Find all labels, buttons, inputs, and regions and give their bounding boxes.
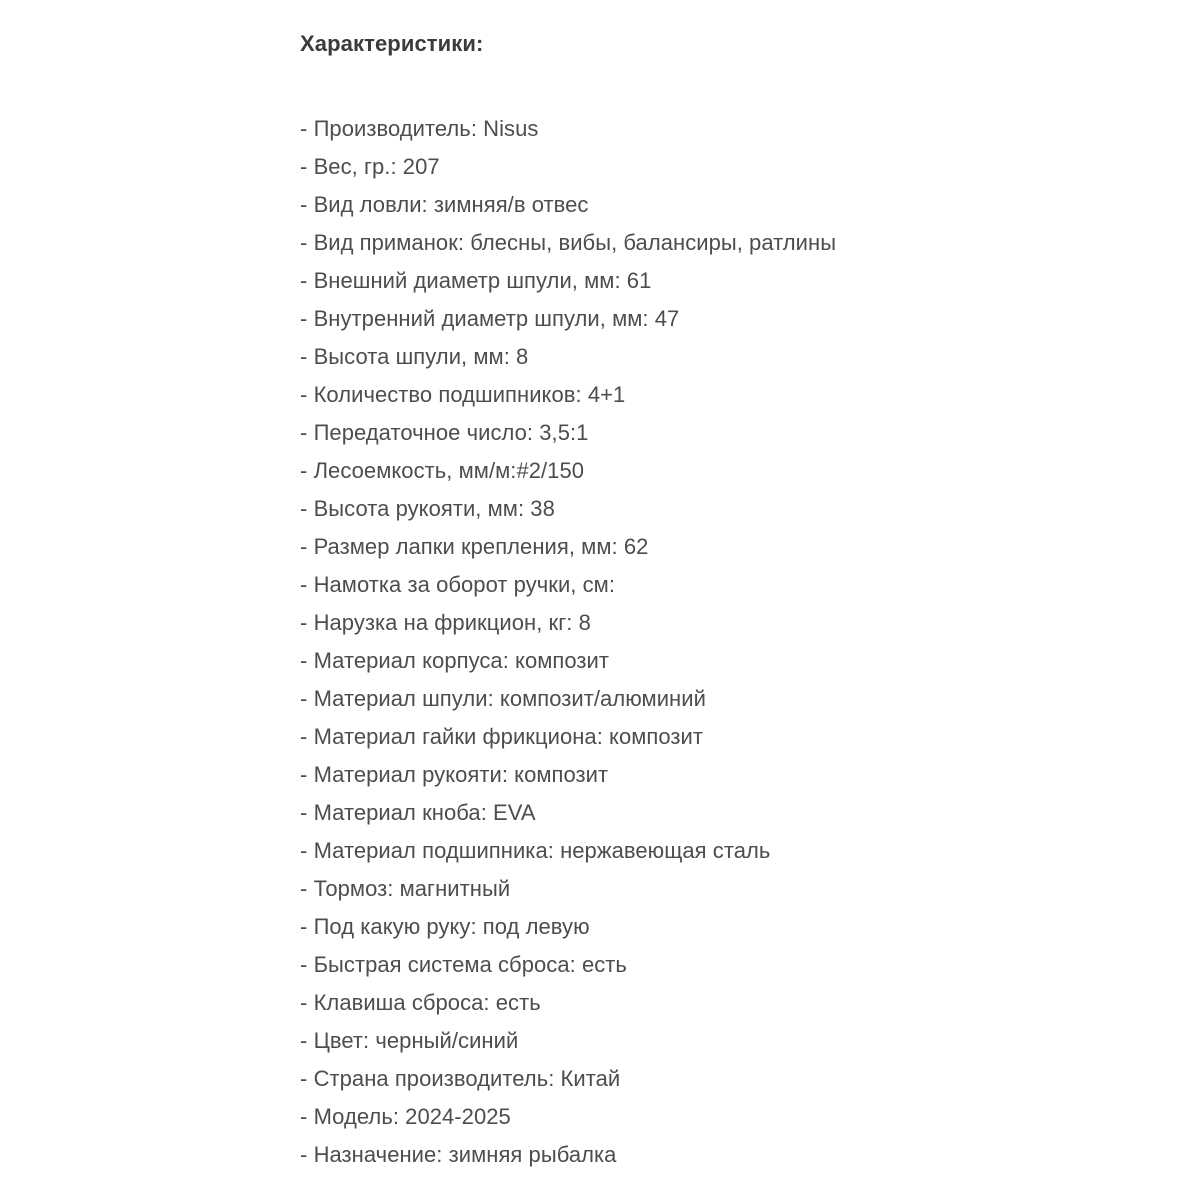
spec-row bbox=[300, 338, 1160, 376]
spec-row bbox=[300, 528, 1160, 566]
spec-row-text: Внешний диаметр шпули, мм: 61 bbox=[313, 268, 652, 293]
bullet-dash: - bbox=[300, 800, 308, 825]
spec-row-text: Цвет: черный/синий bbox=[313, 1028, 519, 1053]
bullet-dash: - bbox=[300, 1066, 308, 1091]
bullet-dash: - bbox=[300, 762, 308, 787]
bullet-dash: - bbox=[300, 496, 308, 521]
spec-row bbox=[300, 1060, 1160, 1098]
spec-row-text: Высота шпули, мм: 8 bbox=[313, 344, 529, 369]
spec-row bbox=[300, 984, 1160, 1022]
spec-row-text: Количество подшипников: 4+1 bbox=[313, 382, 626, 407]
spec-row-text: Внутренний диаметр шпули, мм: 47 bbox=[313, 306, 680, 331]
spec-row bbox=[300, 1022, 1160, 1060]
bullet-dash: - bbox=[300, 572, 308, 597]
bullet-dash: - bbox=[300, 534, 308, 559]
spec-row-text: Материал рукояти: композит bbox=[313, 762, 609, 787]
spec-row-text: Высота рукояти, мм: 38 bbox=[313, 496, 555, 521]
spec-row bbox=[300, 1098, 1160, 1136]
bullet-dash: - bbox=[300, 306, 308, 331]
spec-row bbox=[300, 756, 1160, 794]
specifications-list bbox=[300, 110, 1160, 1174]
bullet-dash: - bbox=[300, 116, 308, 141]
bullet-dash: - bbox=[300, 420, 308, 445]
spec-row-text: Нарузка на фрикцион, кг: 8 bbox=[313, 610, 591, 635]
bullet-dash: - bbox=[300, 724, 308, 749]
spec-row-text: Материал гайки фрикциона: композит bbox=[313, 724, 704, 749]
spec-row-text: Быстрая система сброса: есть bbox=[313, 952, 627, 977]
spec-row-text: Материал подшипника: нержавеющая сталь bbox=[313, 838, 771, 863]
bullet-dash: - bbox=[300, 648, 308, 673]
bullet-dash: - bbox=[300, 344, 308, 369]
spec-row-text: Материал шпули: композит/алюминий bbox=[313, 686, 706, 711]
spec-row bbox=[300, 718, 1160, 756]
spec-row-text: Клавиша сброса: есть bbox=[313, 990, 541, 1015]
bullet-dash: - bbox=[300, 876, 308, 901]
bullet-dash: - bbox=[300, 458, 308, 483]
spec-row bbox=[300, 566, 1160, 604]
bullet-dash: - bbox=[300, 838, 308, 863]
specifications-heading: Характеристики: bbox=[300, 31, 484, 56]
spec-row-text: Страна производитель: Китай bbox=[313, 1066, 621, 1091]
spec-row-text: Размер лапки крепления, мм: 62 bbox=[313, 534, 649, 559]
spec-row bbox=[300, 186, 1160, 224]
spec-row bbox=[300, 414, 1160, 452]
spec-row-text: Намотка за оборот ручки, см: bbox=[313, 572, 616, 597]
spec-row bbox=[300, 946, 1160, 984]
bullet-dash: - bbox=[300, 154, 308, 179]
spec-row bbox=[300, 262, 1160, 300]
spec-row-text: Лесоемкость, мм/м:#2/150 bbox=[313, 458, 585, 483]
spec-row bbox=[300, 794, 1160, 832]
spec-row bbox=[300, 832, 1160, 870]
bullet-dash: - bbox=[300, 686, 308, 711]
bullet-dash: - bbox=[300, 192, 308, 217]
spec-row bbox=[300, 148, 1160, 186]
spec-row-text: Материал корпуса: композит bbox=[313, 648, 610, 673]
spec-row-text: Тормоз: магнитный bbox=[313, 876, 511, 901]
bullet-dash: - bbox=[300, 1104, 308, 1129]
spec-row-text: Вид ловли: зимняя/в отвес bbox=[313, 192, 589, 217]
bullet-dash: - bbox=[300, 230, 308, 255]
bullet-dash: - bbox=[300, 610, 308, 635]
spec-row bbox=[300, 680, 1160, 718]
bullet-dash: - bbox=[300, 1028, 308, 1053]
bullet-dash: - bbox=[300, 1142, 308, 1167]
bullet-dash: - bbox=[300, 990, 308, 1015]
spec-row bbox=[300, 1136, 1160, 1174]
spec-row-text: Модель: 2024-2025 bbox=[313, 1104, 511, 1129]
spec-row-text: Вид приманок: блесны, вибы, балансиры, ратлины bbox=[313, 230, 837, 255]
spec-row bbox=[300, 376, 1160, 414]
spec-row bbox=[300, 110, 1160, 148]
spec-row bbox=[300, 642, 1160, 680]
spec-row-text: Вес, гр.: 207 bbox=[313, 154, 440, 179]
spec-row-text: Назначение: зимняя рыбалка bbox=[313, 1142, 617, 1167]
spec-row-text: Передаточное число: 3,5:1 bbox=[313, 420, 589, 445]
spec-row-text: Производитель: Nisus bbox=[313, 116, 539, 141]
spec-row-text: Материал кноба: EVA bbox=[313, 800, 536, 825]
bullet-dash: - bbox=[300, 382, 308, 407]
specifications-content bbox=[300, 30, 1160, 1174]
spec-row bbox=[300, 604, 1160, 642]
spec-row-text: Под какую руку: под левую bbox=[313, 914, 590, 939]
spec-row bbox=[300, 490, 1160, 528]
spec-row bbox=[300, 224, 1160, 262]
bullet-dash: - bbox=[300, 268, 308, 293]
bullet-dash: - bbox=[300, 952, 308, 977]
spec-row bbox=[300, 908, 1160, 946]
spec-row bbox=[300, 870, 1160, 908]
spec-row bbox=[300, 300, 1160, 338]
bullet-dash: - bbox=[300, 914, 308, 939]
spec-row bbox=[300, 452, 1160, 490]
